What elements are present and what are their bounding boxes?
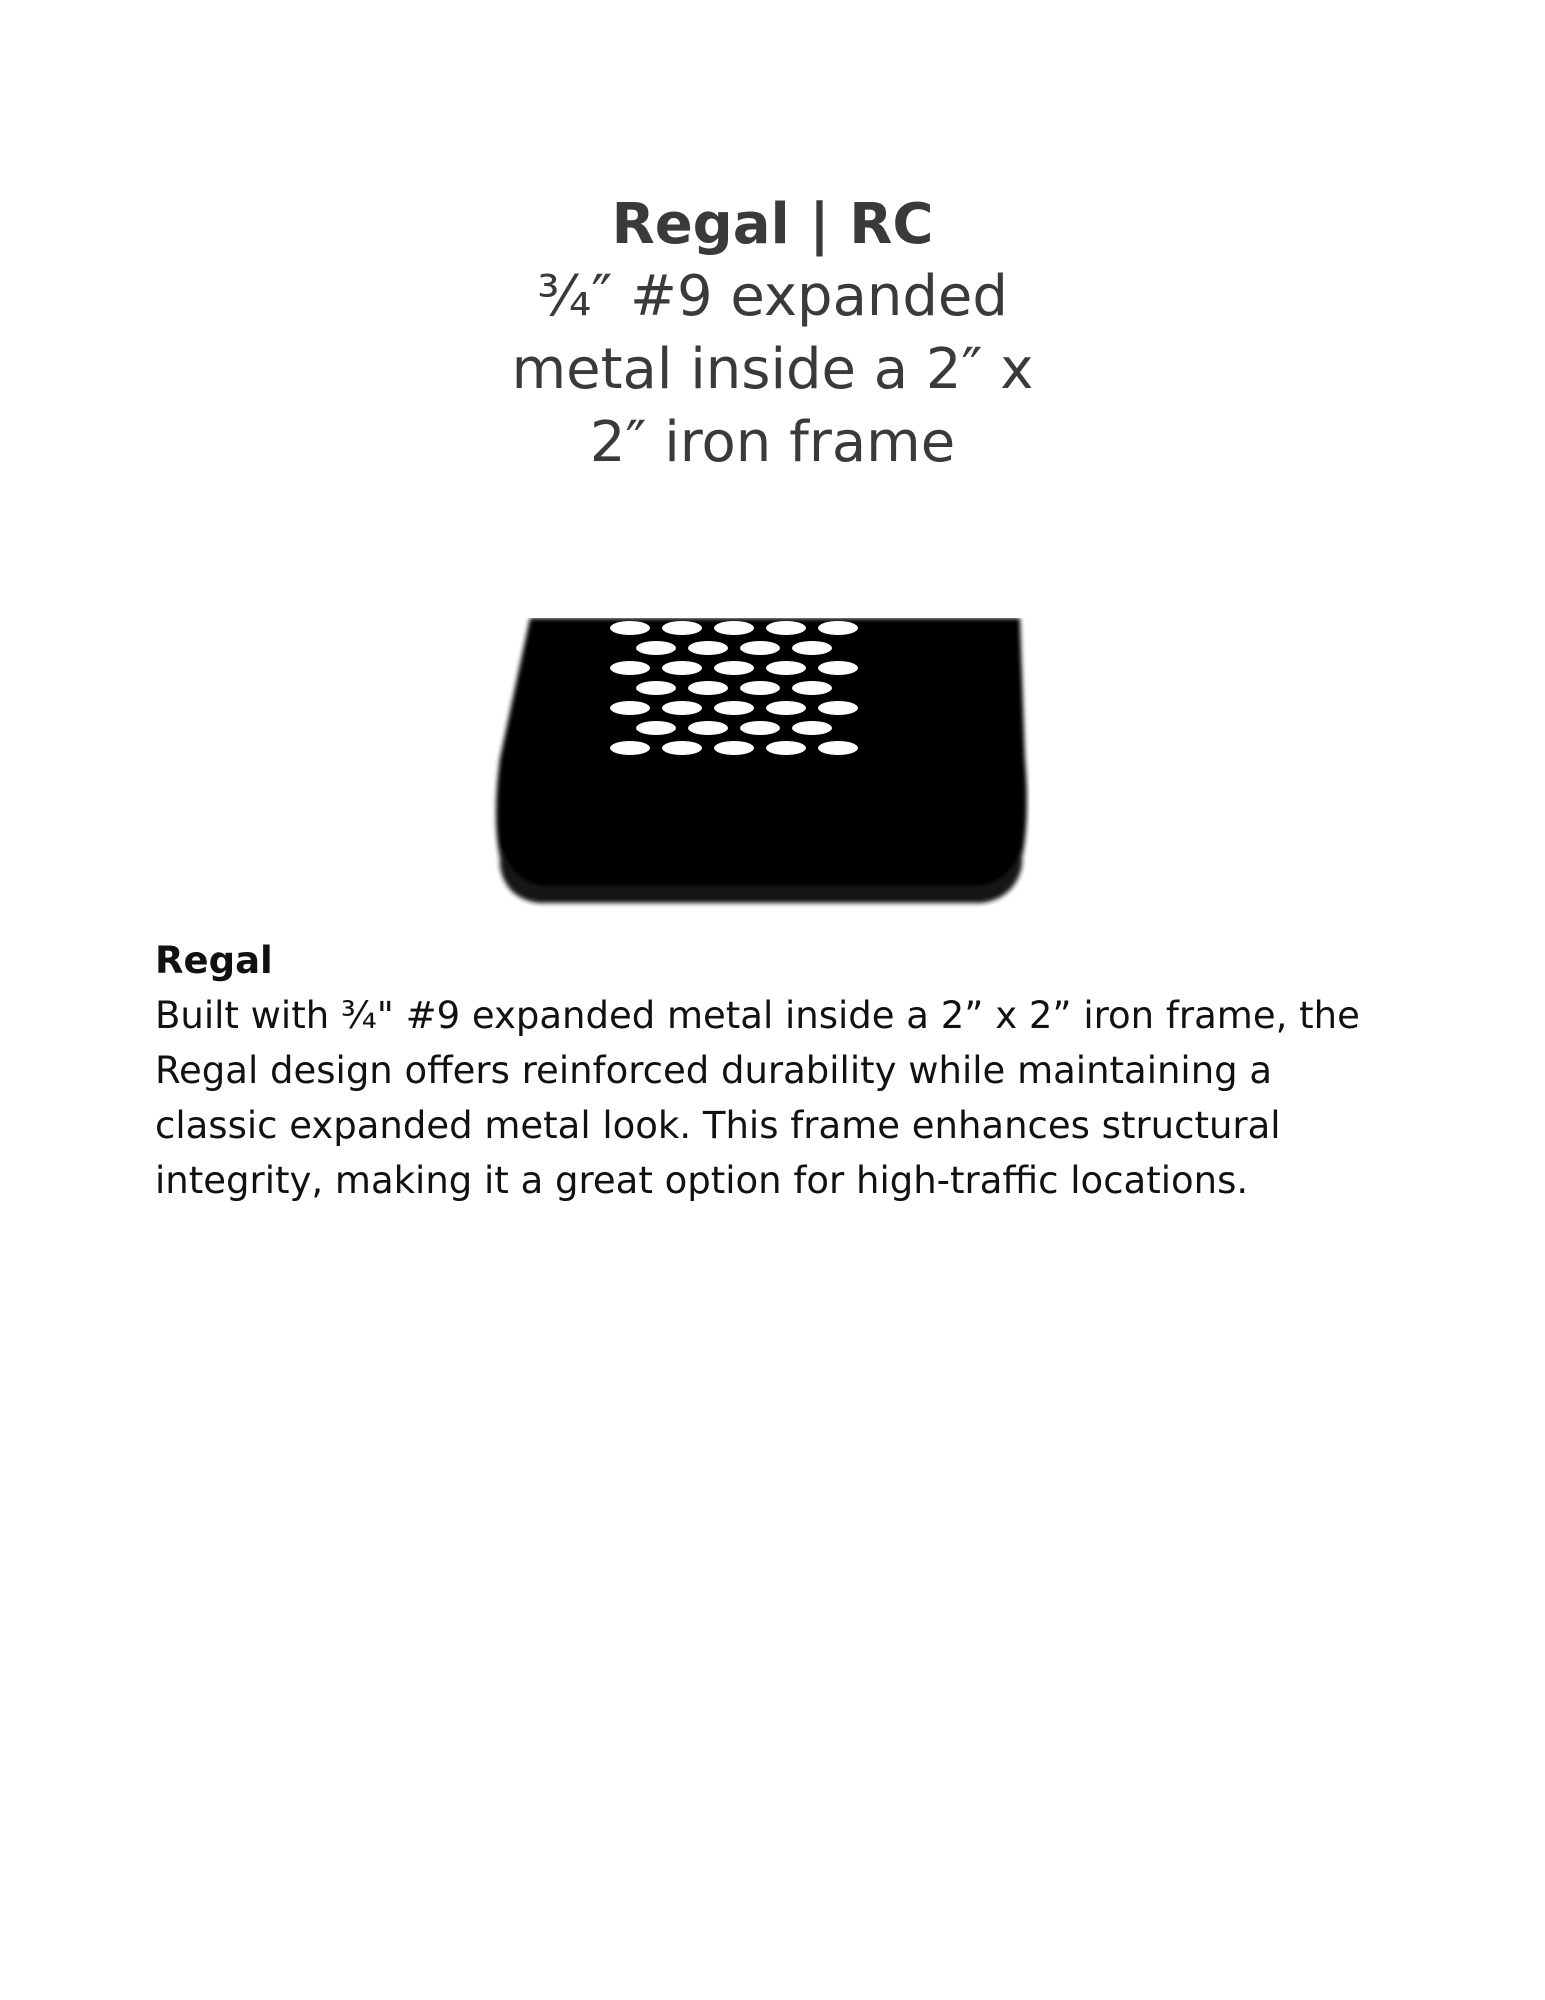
mesh-opening: [662, 741, 702, 755]
mesh-opening: [688, 681, 728, 695]
mesh-opening: [792, 641, 832, 655]
mesh-opening: [766, 701, 806, 715]
description-line-1: Built with ¾" #9 expanded metal inside a 2” x 2” iron frame, the: [155, 994, 1360, 1037]
mesh-opening: [636, 681, 676, 695]
mesh-opening: [610, 701, 650, 715]
product-caption: [0, 190, 1545, 479]
mesh-opening: [792, 721, 832, 735]
caption-line-2: metal inside a 2″ x: [511, 337, 1034, 402]
mesh-opening: [792, 681, 832, 695]
mesh-opening: [662, 701, 702, 715]
caption-line-3: 2″ iron frame: [589, 410, 956, 475]
product-description: [155, 933, 1405, 1208]
mesh-opening: [662, 661, 702, 675]
caption-title: Regal | RC: [611, 192, 934, 257]
mesh-opening: [766, 741, 806, 755]
mesh-opening: [818, 701, 858, 715]
mesh-opening: [714, 621, 754, 635]
expanded-metal-bench-seat-image: [470, 618, 1030, 910]
mesh-opening: [688, 721, 728, 735]
mesh-opening: [766, 661, 806, 675]
mesh-opening: [636, 641, 676, 655]
mesh-opening: [818, 661, 858, 675]
mesh-opening: [662, 621, 702, 635]
mesh-opening: [636, 721, 676, 735]
description-line-4: integrity, making it a great option for high-traffic locations.: [155, 1159, 1249, 1202]
mesh-opening: [766, 621, 806, 635]
description-line-3: classic expanded metal look. This frame enhances structural: [155, 1104, 1281, 1147]
caption-line-1: ¾″ #9 expanded: [537, 264, 1008, 329]
mesh-opening: [688, 641, 728, 655]
description-line-2: Regal design offers reinforced durability while maintaining a: [155, 1049, 1273, 1092]
description-title: Regal: [155, 939, 273, 982]
mesh-opening: [714, 741, 754, 755]
mesh-opening: [818, 741, 858, 755]
mesh-opening: [714, 661, 754, 675]
mesh-opening: [610, 621, 650, 635]
mesh-opening: [610, 661, 650, 675]
mesh-opening: [818, 621, 858, 635]
mesh-opening: [740, 681, 780, 695]
mesh-opening: [714, 701, 754, 715]
mesh-opening: [740, 641, 780, 655]
mesh-opening: [610, 741, 650, 755]
mesh-opening: [740, 721, 780, 735]
